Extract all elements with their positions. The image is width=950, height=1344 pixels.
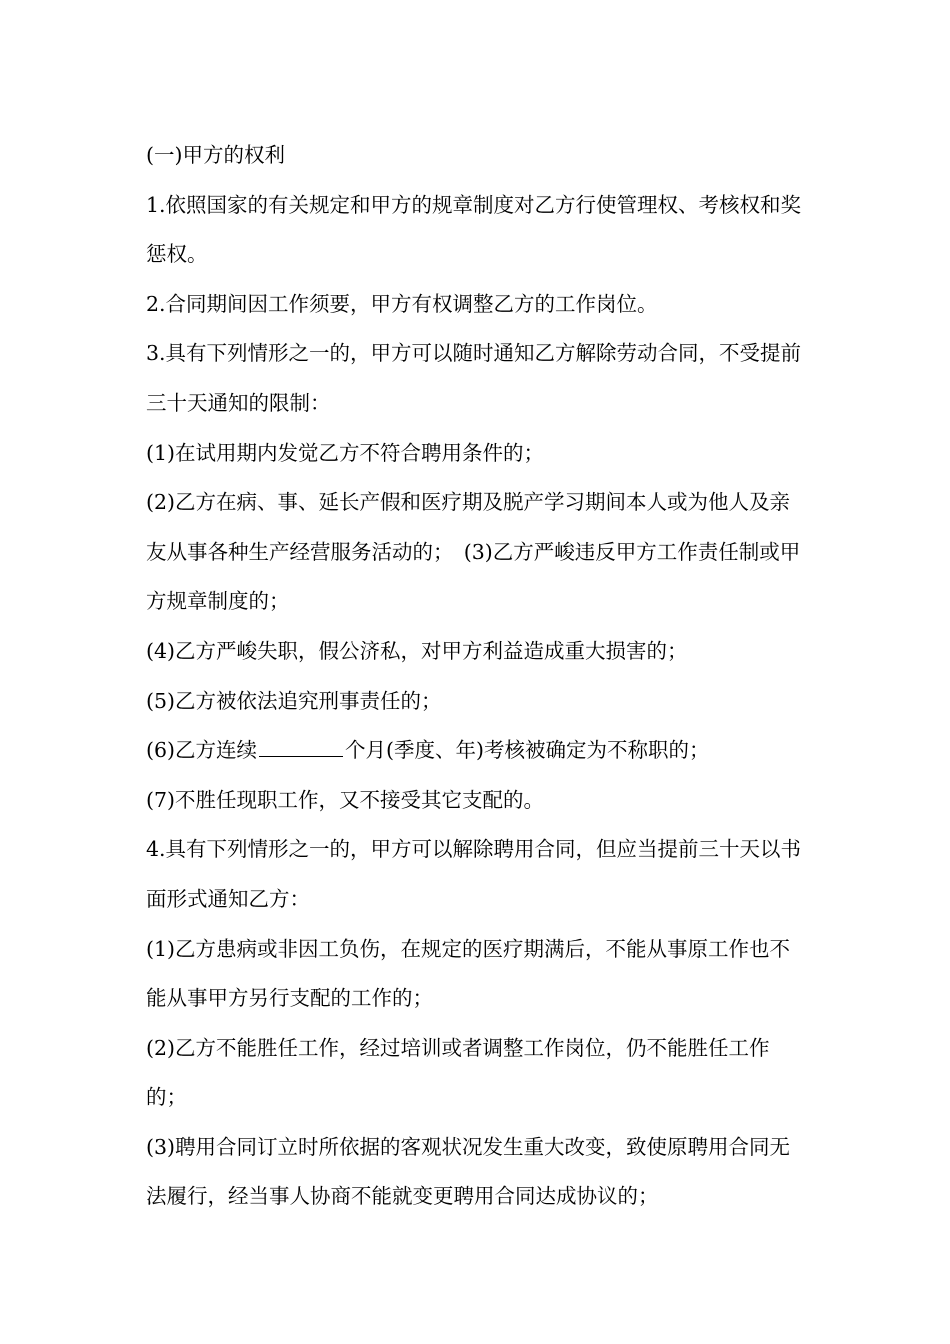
list-item: (1)在试用期内发觉乙方不符合聘用条件的； bbox=[146, 440, 545, 465]
paragraph: 4.具有下列情形之一的，甲方可以解除聘用合同，但应当提前三十天以书面形式通知乙方： bbox=[146, 837, 802, 911]
paragraph: 2.合同期间因工作须要，甲方有权调整乙方的工作岗位。 bbox=[146, 291, 658, 316]
section-heading: (一)甲方的权利 bbox=[146, 143, 285, 167]
fill-in-blank bbox=[259, 738, 343, 757]
paragraph: 1.依照国家的有关规定和甲方的规章制度对乙方行使管理权、考核权和奖惩权。 bbox=[146, 192, 802, 267]
list-item: (4)乙方严峻失职，假公济私，对甲方利益造成重大损害的； bbox=[146, 638, 688, 663]
list-item bbox=[146, 726, 810, 776]
list-item: (3)聘用合同订立时所依据的客观状况发生重大改变，致使原聘用合同无法履行，经当事人协商不能就变更聘用合同达成协议的； bbox=[146, 1134, 791, 1209]
item6-prefix: (6)乙方连续 bbox=[146, 738, 258, 763]
list-item: (5)乙方被依法追究刑事责任的； bbox=[146, 688, 442, 713]
paragraph: 3.具有下列情形之一的，甲方可以随时通知乙方解除劳动合同，不受提前三十天通知的限制： bbox=[146, 341, 802, 415]
list-item: (7)不胜任现职工作，又不接受其它支配的。 bbox=[146, 787, 545, 812]
list-item: (1)乙方患病或非因工负伤，在规定的医疗期满后，不能从事原工作也不能从事甲方另行支配的工作的； bbox=[146, 936, 791, 1011]
document-body bbox=[146, 131, 810, 1222]
list-item: (2)乙方不能胜任工作，经过培训或者调整工作岗位，仍不能胜任工作的； bbox=[146, 1035, 770, 1110]
item6-suffix: 个月(季度、年)考核被确定为不称职的； bbox=[345, 738, 710, 763]
list-item: (2)乙方在病、事、延长产假和医疗期及脱产学习期间本人或为他人及亲友从事各种生产经营服务活动的； (3)乙方严峻违反甲方工作责任制或甲方规章制度的； bbox=[146, 490, 801, 614]
